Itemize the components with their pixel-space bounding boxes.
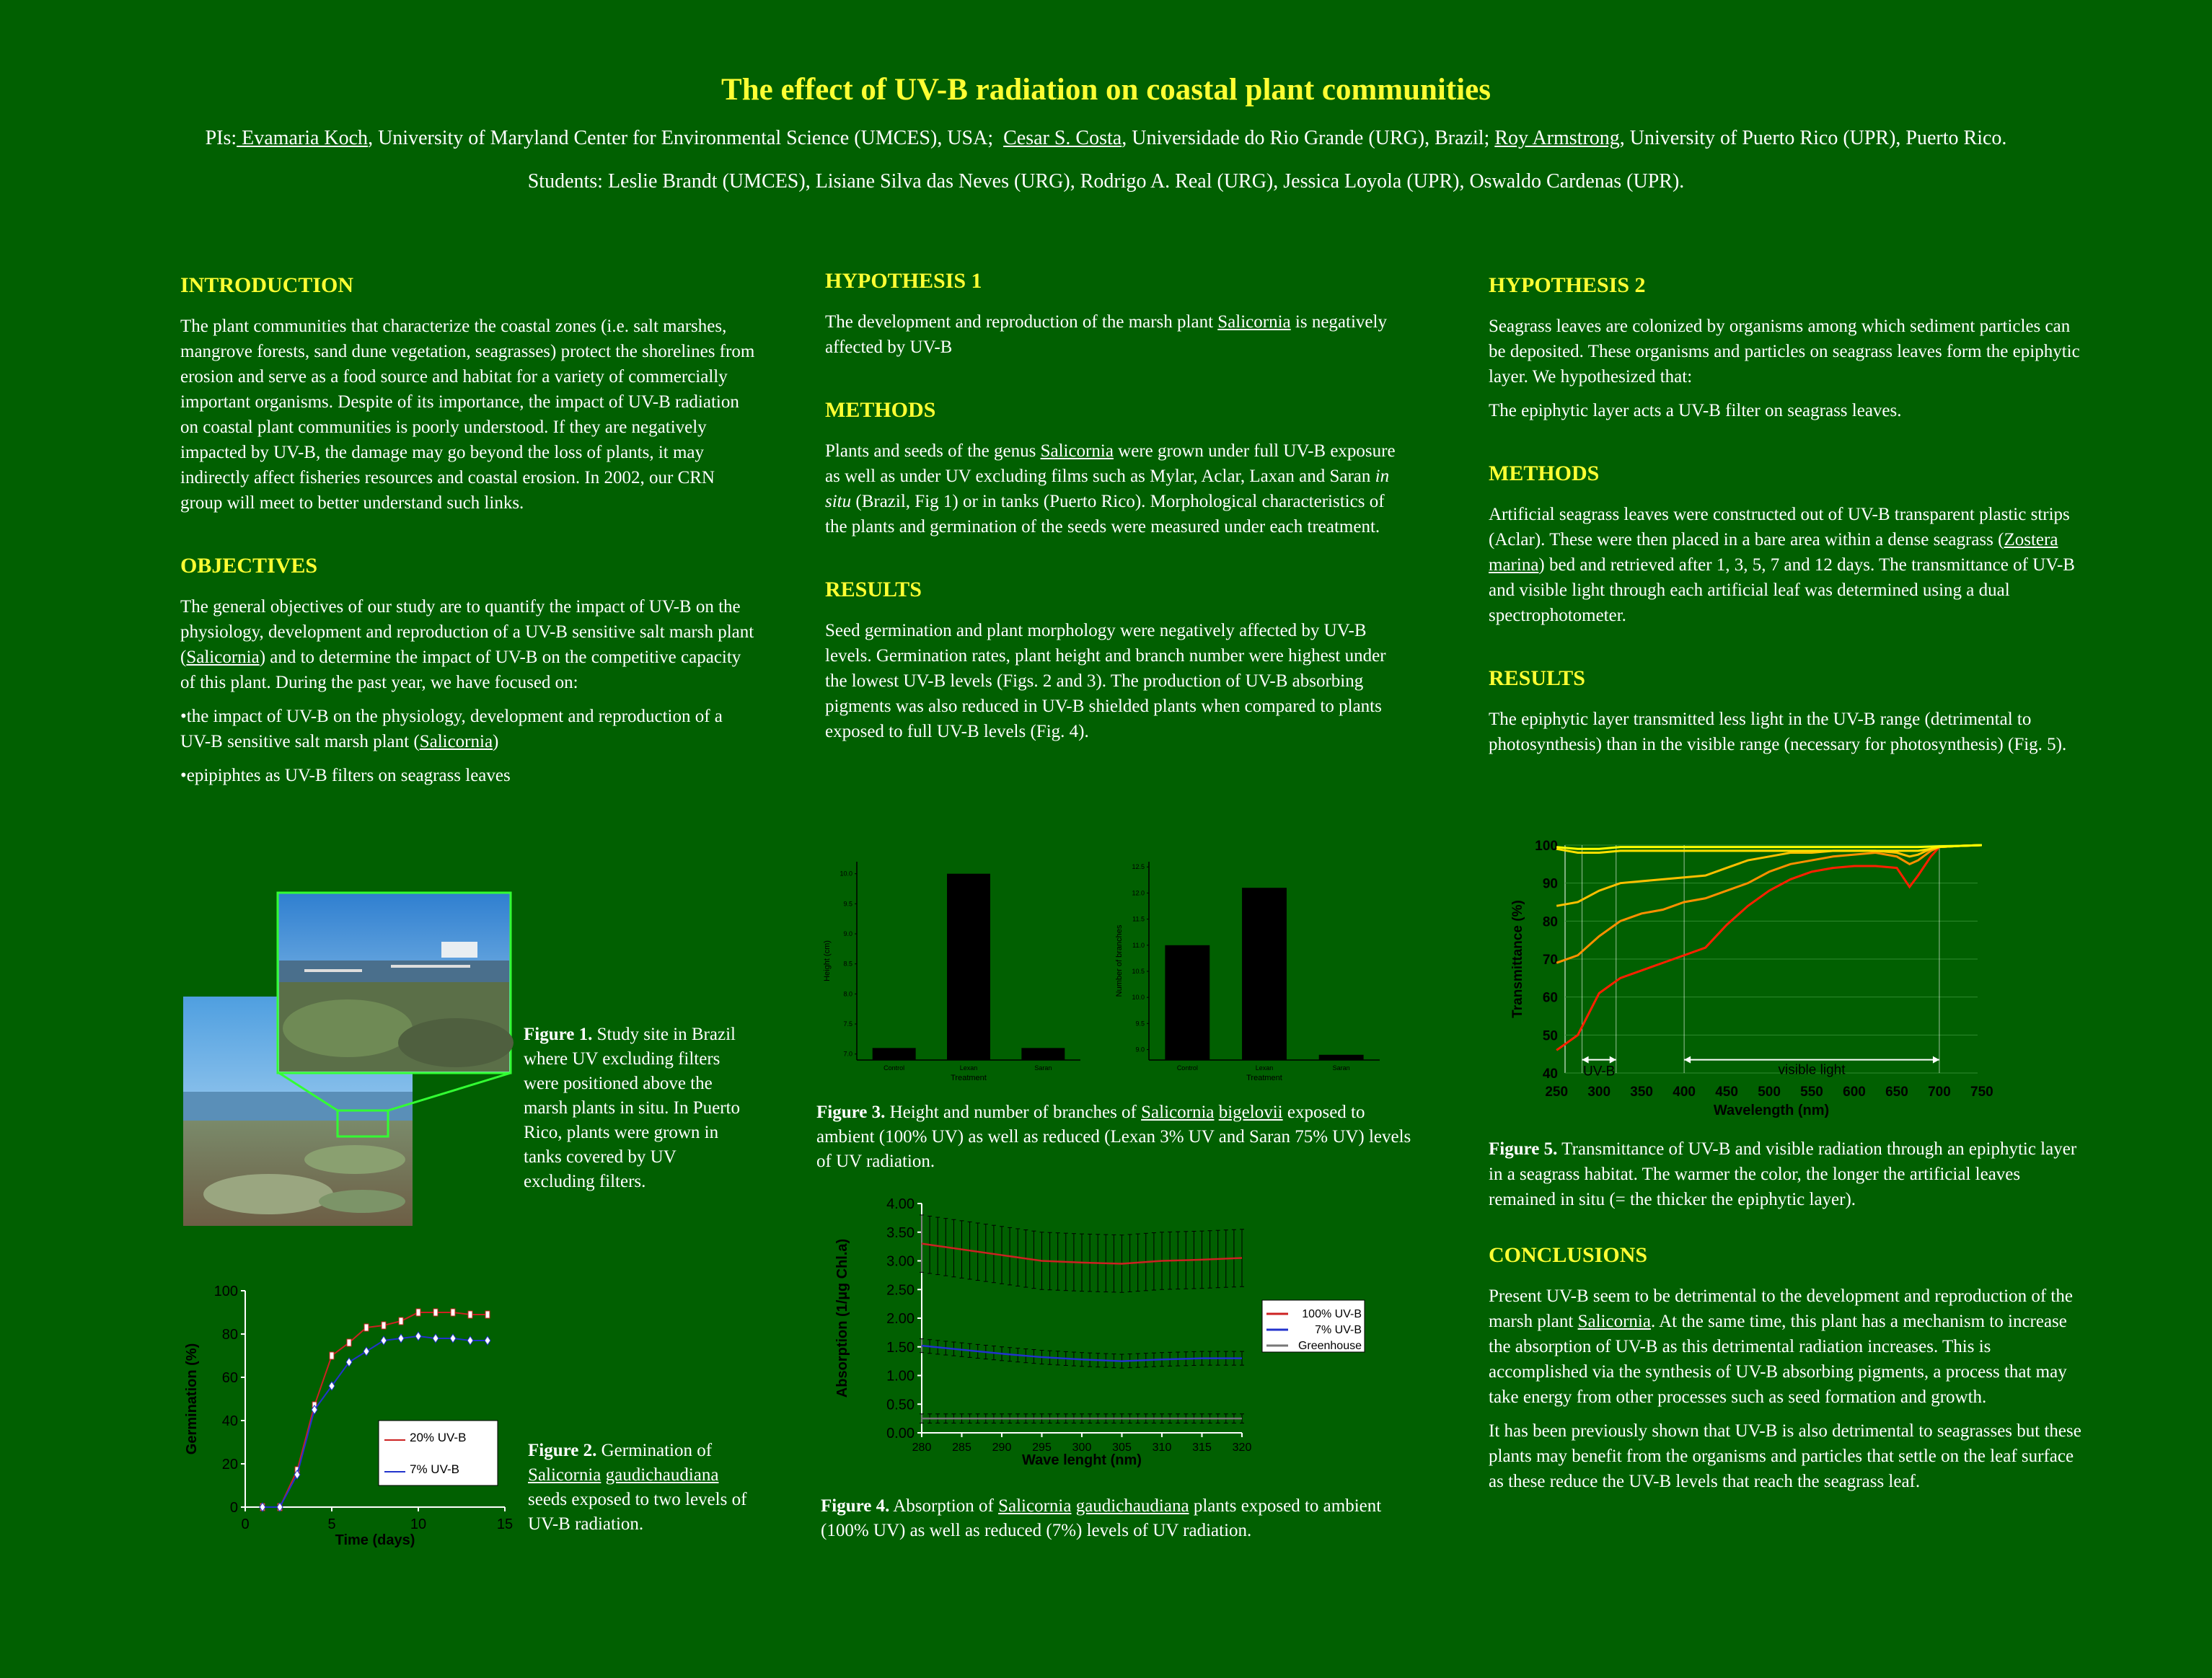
y-tick-label: 100 <box>213 1284 238 1299</box>
legend-label: 100% UV-B <box>1302 1308 1362 1320</box>
y-tick-label: 10.0 <box>840 870 852 878</box>
series-line <box>1556 845 1982 849</box>
pi-koch-affiliation: , University of Maryland Center for Environmental Science (UMCES), USA; <box>368 127 994 149</box>
x-axis-label: Wavelength (nm) <box>1713 1103 1830 1118</box>
legend-label: 7% UV-B <box>1315 1324 1362 1336</box>
pi-armstrong-affiliation: , University of Puerto Rico (UPR), Puerto Rico. <box>1619 127 2007 149</box>
poster-title: The effect of UV-B radiation on coastal plant communities <box>721 73 1491 107</box>
x-tick-label: Control <box>1176 1064 1198 1072</box>
figure-1-caption: Figure 1. Study site in Brazil where UV excluding filters were positioned above the marsh plants in situ. In Puerto Rico, plants were grown in tanks covered by UV excluding filters. <box>524 1025 740 1191</box>
arrow-head <box>1684 1056 1691 1064</box>
y-axis-label: Germination (%) <box>184 1343 200 1455</box>
x-tick-label: 300 <box>1587 1085 1611 1100</box>
x-tick-label: 320 <box>1232 1441 1252 1454</box>
legend-label: Greenhouse <box>1297 1340 1362 1352</box>
x-tick-label: 250 <box>1545 1085 1569 1100</box>
data-point <box>485 1311 490 1318</box>
x-tick-label: Lexan <box>1255 1064 1274 1072</box>
x-tick-label: 750 <box>1970 1085 1993 1100</box>
hypothesis-1-heading: HYPOTHESIS 1 <box>825 269 982 293</box>
y-tick-label: 12.5 <box>1132 863 1145 871</box>
y-tick-label: 2.50 <box>886 1282 915 1299</box>
data-point <box>451 1309 455 1316</box>
y-tick-label: 80 <box>221 1327 238 1343</box>
data-point <box>415 1332 421 1341</box>
data-point <box>382 1322 386 1329</box>
y-tick-label: 7.0 <box>843 1050 852 1058</box>
hypothesis-2-statement: The epiphytic layer acts a UV-B filter on seagrass leaves. <box>1489 401 1902 420</box>
x-tick-label: 15 <box>496 1516 514 1532</box>
x-tick-label: 0 <box>241 1516 250 1532</box>
x-axis-label: Time (days) <box>335 1532 415 1548</box>
figure-2-caption: Figure 2. Germination of Salicornia gaudichaudiana seeds exposed to two levels of UV-B radiation. <box>528 1441 747 1534</box>
bar <box>1242 888 1287 1060</box>
pi-line <box>0 127 2212 150</box>
figure-3-caption: Figure 3. Height and number of branches of Salicornia bigelovii exposed to ambient (100% UV) as well as reduced (Lexan 3% UV and Saran 75% UV) levels of UV radiation. <box>816 1103 1411 1171</box>
y-tick-label: 40 <box>1542 1067 1558 1082</box>
pis-label: PIs: <box>205 127 237 149</box>
y-tick-label: 9.0 <box>843 930 852 937</box>
x-tick-label: 315 <box>1192 1441 1212 1454</box>
y-tick-label: 0.50 <box>886 1397 915 1413</box>
bar <box>1165 945 1209 1060</box>
y-tick-label: 80 <box>1542 914 1558 930</box>
x-tick-label: 295 <box>1032 1441 1052 1454</box>
conclusions-text-2: It has been previously shown that UV-B is also detrimental to seagrasses but these plants may benefit from the organisms and particles that settle on the leaf surface as these reduce the UV-B levels that reach the seagrass leaf. <box>1489 1421 2081 1491</box>
data-point <box>347 1339 351 1346</box>
data-point <box>330 1352 334 1359</box>
bar <box>873 1048 916 1060</box>
x-tick-label: Control <box>884 1064 905 1072</box>
visible-light-annotation: visible light <box>1778 1062 1846 1078</box>
y-tick-label: 4.00 <box>886 1196 915 1212</box>
bar <box>1319 1055 1364 1060</box>
x-tick-label: 600 <box>1843 1085 1866 1100</box>
study-site-photo <box>182 891 514 1227</box>
uvb-annotation: UV-B <box>1582 1064 1616 1079</box>
results-2-text: The epiphytic layer transmitted less light in the UV-B range (detrimental to photosynthesis) than in the visible range (necessary for photosynthesis) (Fig. 5). <box>1489 710 2067 754</box>
results-1-text: Seed germination and plant morphology were negatively affected by UV-B levels. Germination rates, plant height and branch number were highest under the lowest UV-B levels (Figs. 2 and 3). The production of UV-B absorbing pigments was also reduced in UV-B shielded plants when compared to plants exposed to full UV-B levels (Fig. 4). <box>825 621 1386 741</box>
y-tick-label: 50 <box>1542 1028 1558 1044</box>
x-tick-label: 305 <box>1112 1441 1132 1454</box>
data-point <box>450 1334 456 1343</box>
x-tick-label: 650 <box>1885 1085 1908 1100</box>
y-tick-label: 3.50 <box>886 1224 915 1241</box>
figure-5-caption: Figure 5. Transmittance of UV-B and visible radiation through an epiphytic layer in a seagrass habitat. The warmer the color, the longer the artificial leaves remained in situ (= the thicker the epiphytic layer). <box>1489 1139 2077 1209</box>
objectives-text: The general objectives of our study are to quantify the impact of UV-B on the physiology, development and reproduction of a UV-B sensitive salt marsh plant (Salicornia) and to determine the impact of UV-B on the competitive capacity of this plant. During the past year, we have focused on: <box>180 597 754 692</box>
data-point <box>399 1317 403 1325</box>
y-tick-label: 9.5 <box>843 900 852 908</box>
arrow-head <box>1610 1056 1616 1064</box>
y-tick-label: 8.0 <box>843 990 852 998</box>
x-tick-label: 350 <box>1630 1085 1653 1100</box>
y-tick-label: 2.00 <box>886 1311 915 1327</box>
results-2-heading: RESULTS <box>1489 666 1585 690</box>
x-tick-label: 290 <box>992 1441 1012 1454</box>
x-tick-label: 550 <box>1800 1085 1823 1100</box>
legend-label: 20% UV-B <box>410 1431 467 1444</box>
y-axis-label: Transmittance (%) <box>1510 900 1525 1018</box>
y-tick-label: 40 <box>221 1413 238 1429</box>
y-tick-label: 8.5 <box>843 960 852 968</box>
series-line <box>1556 845 1982 1050</box>
height-bar-chart <box>815 851 1089 1089</box>
x-tick-label: 5 <box>327 1516 336 1532</box>
methods-2-text: Artificial seagrass leaves were constructed out of UV-B transparent plastic strips (Aclar). These were then placed in a bare area within a dense seagrass (Zostera marina) bed and retrieved after 1, 3, 5, 7 and 12 days. The transmittance of UV-B and visible light through each artificial leaf was determined using a dual spectrophotometer. <box>1489 505 2075 625</box>
arrow-head <box>1582 1056 1589 1064</box>
y-tick-label: 70 <box>1542 953 1558 968</box>
absorption-chart <box>829 1193 1378 1467</box>
methods-1-heading: METHODS <box>825 398 936 422</box>
x-tick-label: 285 <box>952 1441 971 1454</box>
x-axis-label: Treatment <box>1246 1074 1282 1082</box>
y-tick-label: 7.5 <box>843 1020 852 1028</box>
transmittance-chart <box>1507 829 1991 1132</box>
y-tick-label: 9.0 <box>1135 1046 1145 1054</box>
series-line <box>1556 845 1982 963</box>
x-tick-label: 300 <box>1072 1441 1092 1454</box>
x-tick-label: Lexan <box>959 1064 978 1072</box>
x-tick-label: 310 <box>1152 1441 1172 1454</box>
x-tick-label: 450 <box>1715 1085 1738 1100</box>
y-tick-label: 20 <box>221 1457 238 1472</box>
methods-1-text: Plants and seeds of the genus Salicornia were grown under full UV-B exposure as well as under UV excluding films such as Mylar, Aclar, Laxan and Saran in situ (Brazil, Fig 1) or in tanks (Puerto Rico). Morphological characteristics of the plants and germination of the seeds were measured under each treatment. <box>825 441 1396 536</box>
data-point <box>363 1347 369 1356</box>
column-right-lower <box>1489 1136 2087 1503</box>
hypothesis-1-text: The development and reproduction of the marsh plant Salicornia is negatively affected by UV-B <box>825 312 1387 357</box>
pi-armstrong: Roy Armstrong <box>1494 127 1620 149</box>
germination-chart <box>180 1273 519 1568</box>
data-point <box>433 1334 439 1343</box>
y-axis-label: Absorption (1/µg Chl.a) <box>834 1238 850 1398</box>
column-right <box>1489 273 2087 766</box>
x-tick-label: 10 <box>410 1516 427 1532</box>
x-tick-label: 400 <box>1673 1085 1696 1100</box>
hypothesis-2-heading: HYPOTHESIS 2 <box>1489 273 1646 297</box>
legend-label: 7% UV-B <box>410 1462 459 1476</box>
arrow-head <box>1933 1056 1939 1064</box>
data-point <box>416 1309 420 1316</box>
data-point <box>467 1336 473 1345</box>
conclusions-heading: CONCLUSIONS <box>1489 1243 1648 1267</box>
x-tick-label: 500 <box>1758 1085 1781 1100</box>
results-1-heading: RESULTS <box>825 578 922 601</box>
y-tick-label: 60 <box>221 1370 238 1386</box>
y-tick-label: 11.0 <box>1132 941 1145 949</box>
y-tick-label: 12.0 <box>1132 889 1145 897</box>
y-axis-label: Number of branches <box>1115 924 1124 997</box>
pi-koch: Evamaria Koch <box>237 127 369 149</box>
y-tick-label: 9.5 <box>1135 1020 1145 1028</box>
x-tick-label: 700 <box>1928 1085 1951 1100</box>
data-point <box>364 1324 369 1331</box>
y-tick-label: 1.50 <box>886 1339 915 1356</box>
y-tick-label: 100 <box>1535 839 1558 854</box>
hypothesis-2-text: Seagrass leaves are colonized by organisms among which sediment particles can be deposited. These organisms and particles on seagrass leaves form the epiphytic layer. We hypothesized that: <box>1489 317 2080 387</box>
x-axis-label: Treatment <box>951 1074 987 1082</box>
y-tick-label: 1.00 <box>886 1368 915 1385</box>
data-point <box>485 1336 490 1345</box>
y-tick-label: 0.00 <box>886 1426 915 1441</box>
branches-bar-chart <box>1107 851 1388 1089</box>
data-point <box>433 1309 438 1316</box>
objective-bullet-1: •the impact of UV-B on the physiology, development and reproduction of a UV-B sensitive salt marsh plant (Salicornia) <box>180 707 723 751</box>
y-axis-label: Height (cm) <box>823 940 832 981</box>
methods-2-heading: METHODS <box>1489 462 1600 485</box>
data-point <box>381 1336 387 1345</box>
data-point <box>398 1334 404 1343</box>
y-tick-label: 90 <box>1542 876 1558 892</box>
introduction-text: The plant communities that characterize the coastal zones (i.e. salt marshes, mangrove forests, sand dune vegetation, seagrasses) protect the shorelines from erosion and serve as a food source and habitat for a variety of commercially important organisms. Despite of its importance, the impact of UV-B radiation on coastal plant communities is poorly understood. If they are negatively impacted by UV-B, the damage may go beyond the loss of plants, it may indirectly affect fisheries resources and coastal erosion. In 2002, our CRN group will meet to better understand such links. <box>180 317 755 513</box>
column-middle <box>825 268 1402 753</box>
x-tick-label: 280 <box>912 1441 932 1454</box>
data-point <box>468 1311 472 1318</box>
y-tick-label: 11.5 <box>1132 915 1145 923</box>
y-tick-label: 60 <box>1542 990 1558 1006</box>
bar <box>1021 1048 1065 1060</box>
bar <box>947 874 990 1060</box>
pi-costa-affiliation: , Universidade do Rio Grande (URG), Brazil; <box>1122 127 1490 149</box>
y-tick-label: 10.5 <box>1132 967 1145 975</box>
y-tick-label: 3.00 <box>886 1253 915 1270</box>
objectives-heading: OBJECTIVES <box>180 554 318 578</box>
students-line: Students: Leslie Brandt (UMCES), Lisiane Silva das Neves (URG), Rodrigo A. Real (URG), Jessica Loyola (UPR), Oswaldo Cardenas (UPR). <box>527 170 1685 193</box>
introduction-heading: INTRODUCTION <box>180 273 354 297</box>
conclusions-text: Present UV-B seem to be detrimental to the development and reproduction of the marsh plant Salicornia. At the same time, this plant has a mechanism to increase the absorption of UV-B as this detrimental radiation increases. This is accomplished via the synthesis of UV-B absorbing pigments, a process that may take energy from other processes such as seed formation and growth. <box>1489 1286 2073 1407</box>
x-tick-label: Saran <box>1332 1064 1350 1072</box>
y-tick-label: 10.0 <box>1132 994 1145 1002</box>
x-axis-label: Wave lenght (nm) <box>1022 1452 1142 1468</box>
column-left <box>180 273 757 797</box>
x-tick-label: Saran <box>1034 1064 1052 1072</box>
pi-costa: Cesar S. Costa <box>1003 127 1122 149</box>
y-tick-label: 0 <box>229 1500 238 1516</box>
objective-bullet-2: •epipiphtes as UV-B filters on seagrass leaves <box>180 766 511 785</box>
figure-4-caption: Figure 4. Absorption of Salicornia gaudichaudiana plants exposed to ambient (100% UV) as well as reduced (7%) levels of UV radiation. <box>821 1496 1382 1540</box>
